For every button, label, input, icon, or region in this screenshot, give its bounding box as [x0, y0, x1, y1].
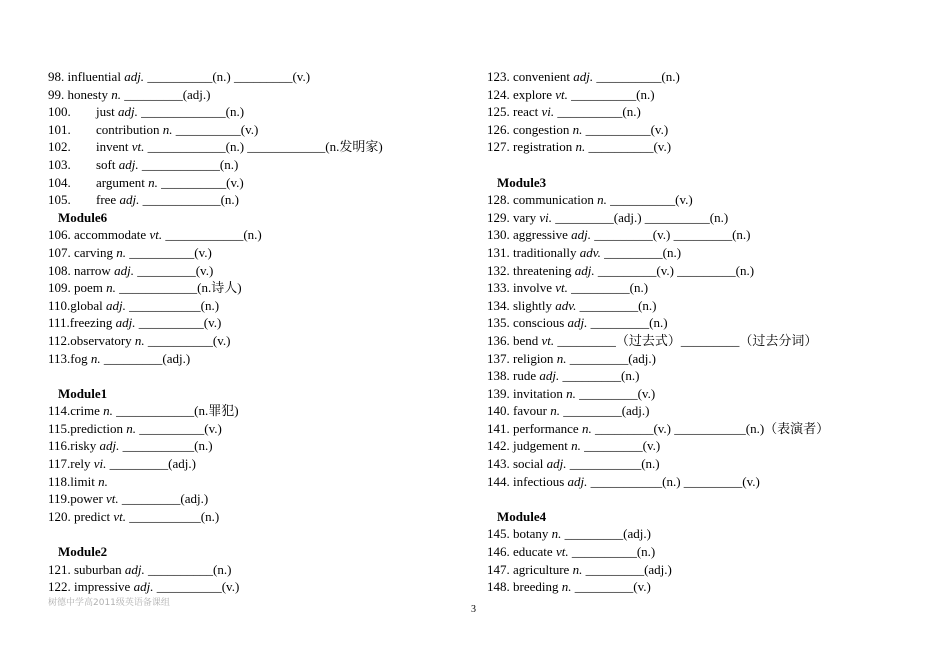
vocab-entry	[487, 121, 907, 139]
entry-number: 118.	[48, 473, 71, 489]
fill-in-blanks: _________(v.)	[579, 385, 656, 401]
entry-number: 140.	[487, 403, 510, 419]
entry-number: 124.	[487, 86, 510, 102]
entry-number: 108.	[48, 262, 71, 278]
entry-number: 134.	[487, 297, 510, 313]
entry-word: judgement	[513, 438, 568, 454]
entry-number: 144.	[487, 473, 510, 489]
entry-number: 135.	[487, 315, 510, 331]
fill-in-blanks: ___________(n.)	[129, 508, 220, 524]
entry-word: invent	[96, 139, 129, 155]
entry-word: explore	[513, 86, 552, 102]
part-of-speech: adj.	[106, 297, 126, 313]
part-of-speech: adv.	[579, 244, 601, 260]
part-of-speech: n.	[116, 244, 126, 260]
fill-in-blanks: _________(v.)	[137, 262, 214, 278]
vocab-entry	[48, 262, 448, 280]
vocab-entry	[487, 209, 907, 227]
fill-in-blanks: __________(v.)	[610, 192, 693, 208]
entry-word: educate	[513, 544, 553, 560]
blank-line	[48, 525, 448, 543]
part-of-speech: n.	[148, 174, 158, 190]
entry-number: 132.	[487, 262, 510, 278]
part-of-speech: vt.	[555, 86, 568, 102]
entry-word: communication	[513, 192, 594, 208]
part-of-speech: n.	[572, 121, 583, 137]
part-of-speech: vi.	[541, 104, 555, 120]
footer-note: 树德中学高2011级英语备课组	[48, 598, 170, 608]
vocab-entry	[48, 297, 448, 315]
part-of-speech: adv.	[555, 297, 577, 313]
entry-word: react	[513, 104, 539, 120]
entry-number: 100.	[48, 104, 71, 120]
entry-number: 103.	[48, 156, 71, 172]
entry-word: predict	[74, 508, 111, 524]
vocab-entry	[487, 437, 907, 455]
entry-number: 115.	[48, 420, 71, 436]
part-of-speech: adj.	[133, 579, 154, 595]
part-of-speech: n.	[566, 385, 576, 401]
part-of-speech: adj.	[567, 315, 588, 331]
fill-in-blanks: ___________(n.) _________(v.)	[590, 473, 760, 489]
fill-in-blanks: _________(adj.)	[585, 561, 672, 577]
entry-number: 126.	[487, 121, 510, 137]
entry-number: 99.	[48, 86, 65, 102]
vocab-entry	[487, 68, 907, 86]
entry-number: 105.	[48, 192, 71, 208]
part-of-speech: adj.	[118, 104, 138, 120]
part-of-speech: adj.	[115, 315, 136, 331]
vocab-entry	[487, 297, 907, 315]
entry-word: infectious	[513, 473, 565, 489]
entry-word: limit	[70, 473, 95, 489]
entry-number: 138.	[487, 368, 510, 384]
vocab-entry	[48, 121, 448, 139]
vocab-entry	[487, 86, 907, 104]
part-of-speech: vt.	[555, 280, 568, 296]
fill-in-blanks: _________(adj.)	[103, 350, 191, 366]
part-of-speech: vi.	[93, 456, 107, 472]
fill-in-blanks: _________(adj.) __________(n.)	[555, 209, 729, 225]
fill-in-blanks: _________(n.)	[590, 315, 668, 331]
vocab-entry	[48, 226, 448, 244]
vocab-entry	[487, 543, 907, 561]
entry-number: 119.	[48, 491, 71, 507]
part-of-speech: adj.	[573, 69, 594, 84]
fill-in-blanks: __________(n.)	[148, 561, 232, 577]
fill-in-blanks: __________(v.)	[588, 139, 672, 155]
fill-in-blanks: _________(adj.)	[569, 350, 656, 366]
part-of-speech: vt.	[113, 508, 126, 524]
entry-number: 129.	[487, 209, 510, 225]
vocab-entry	[48, 455, 448, 473]
vocab-entry	[487, 138, 907, 156]
fill-in-blanks: __________(n.)	[571, 86, 655, 102]
fill-in-blanks: _________(n.)	[571, 280, 649, 296]
entry-word: vary	[513, 209, 537, 225]
vocab-entry	[487, 367, 907, 385]
module-heading: Module1	[58, 385, 108, 401]
part-of-speech: n.	[581, 420, 592, 436]
part-of-speech: adj.	[119, 192, 140, 208]
entry-word: convenient	[513, 69, 571, 84]
fill-in-blanks: _________(adj.)	[564, 526, 651, 542]
vocab-entry	[487, 578, 907, 596]
vocab-entry	[487, 473, 907, 491]
part-of-speech: adj.	[546, 456, 567, 472]
entry-word: religion	[513, 350, 554, 366]
entry-word: conscious	[513, 315, 565, 331]
entry-word: rely	[70, 456, 91, 472]
entry-word: global	[70, 297, 103, 313]
vocab-entry	[487, 103, 907, 121]
entry-word: suburban	[74, 561, 122, 577]
vocab-entry	[487, 279, 907, 297]
vocab-entry	[487, 402, 907, 420]
entry-number: 112.	[48, 332, 71, 348]
part-of-speech: n.	[561, 579, 572, 595]
part-of-speech: n.	[106, 280, 116, 296]
vocab-entry	[48, 578, 448, 596]
part-of-speech: n.	[134, 332, 145, 348]
entry-word: contribution	[96, 121, 160, 137]
entry-word: agriculture	[513, 561, 570, 577]
fill-in-blanks: _________（过去式）_________（过去分词）	[557, 332, 818, 348]
vocab-entry	[487, 262, 907, 280]
vocab-entry	[487, 332, 907, 350]
entry-word: observatory	[70, 332, 132, 348]
entry-number: 109.	[48, 280, 71, 296]
entry-word: invitation	[513, 385, 563, 401]
entry-word: argument	[96, 174, 145, 190]
entry-word: prediction	[70, 420, 123, 436]
entry-number: 147.	[487, 561, 510, 577]
vocab-entry	[48, 437, 448, 455]
vocab-entry	[48, 103, 448, 121]
part-of-speech: n.	[551, 526, 562, 542]
module-heading: Module2	[58, 544, 108, 560]
fill-in-blanks: ____________(n.)	[141, 156, 239, 172]
entry-word: social	[513, 456, 544, 472]
entry-number: 136.	[487, 332, 510, 348]
blank-line	[487, 156, 907, 174]
fill-in-blanks: ___________(n.)	[122, 438, 213, 454]
vocab-entry	[487, 226, 907, 244]
vocab-entry	[487, 525, 907, 543]
fill-in-blanks: ____________(n.诗人)	[119, 280, 242, 296]
vocab-entry	[48, 174, 448, 192]
entry-word: involve	[513, 280, 552, 296]
entry-word: poem	[74, 280, 103, 296]
entry-word: breeding	[513, 579, 559, 595]
entry-number: 113.	[48, 350, 71, 366]
entry-number: 120.	[48, 508, 71, 524]
vocab-entry	[48, 508, 448, 526]
fill-in-blanks: __________(n.) _________(v.)	[147, 69, 311, 84]
vocab-entry	[487, 385, 907, 403]
entry-number: 117.	[48, 456, 71, 472]
part-of-speech: adj.	[567, 473, 588, 489]
vocab-entry	[487, 350, 907, 368]
vocab-entry	[48, 156, 448, 174]
entry-word: favour	[513, 403, 547, 419]
vocab-entry	[48, 86, 448, 104]
vocab-entry	[487, 420, 907, 438]
vocab-entry	[48, 420, 448, 438]
entry-number: 110.	[48, 297, 71, 313]
part-of-speech: vi.	[539, 209, 552, 225]
fill-in-blanks: _________(v.)	[574, 579, 651, 595]
blank-line	[487, 490, 907, 508]
entry-number: 104.	[48, 174, 71, 190]
entry-word: freezing	[69, 315, 113, 331]
entry-word: influential	[67, 69, 121, 84]
fill-in-blanks: _________(v.) ___________(n.)（表演者）	[594, 420, 830, 436]
part-of-speech: vt.	[131, 139, 145, 155]
vocab-entry	[487, 191, 907, 209]
vocab-entry	[48, 68, 448, 86]
entry-number: 125.	[487, 104, 510, 120]
part-of-speech: vt.	[106, 491, 119, 507]
part-of-speech: adj.	[574, 262, 595, 278]
entry-number: 106.	[48, 227, 71, 243]
fill-in-blanks: __________(v.)	[129, 244, 212, 260]
vocab-entry	[48, 191, 448, 209]
vocab-entry	[48, 332, 448, 350]
entry-word: traditionally	[513, 244, 577, 260]
part-of-speech: vt.	[149, 227, 163, 243]
vocab-entry	[487, 314, 907, 332]
fill-in-blanks: _________(adj.)	[563, 403, 650, 419]
entry-word: threatening	[513, 262, 572, 278]
entry-word: bend	[513, 332, 539, 348]
entry-word: crime	[70, 403, 100, 419]
entry-word: impressive	[74, 579, 131, 595]
entry-number: 146.	[487, 544, 510, 560]
entry-number: 98.	[48, 69, 65, 84]
entry-number: 127.	[487, 139, 510, 155]
fill-in-blanks: __________(v.)	[139, 420, 222, 436]
left-column	[48, 68, 448, 596]
entry-number: 131.	[487, 244, 510, 260]
vocab-entry	[48, 561, 448, 579]
entry-number: 143.	[487, 456, 510, 472]
part-of-speech: n.	[111, 86, 121, 102]
entry-word: aggressive	[513, 227, 568, 243]
vocab-entry	[48, 279, 448, 297]
fill-in-blanks: __________(v.)	[138, 315, 222, 331]
entry-number: 101.	[48, 121, 71, 137]
entry-word: honesty	[67, 86, 108, 102]
right-column	[487, 68, 907, 596]
fill-in-blanks: __________(v.)	[161, 174, 244, 190]
entry-number: 145.	[487, 526, 510, 542]
entry-number: 121.	[48, 561, 71, 577]
entry-number: 111.	[48, 315, 70, 331]
entry-number: 114.	[48, 403, 71, 419]
entry-word: accommodate	[74, 227, 147, 243]
fill-in-blanks: _________(n.)	[604, 244, 682, 260]
part-of-speech: adj.	[118, 156, 139, 172]
fill-in-blanks: _____________(n.)	[141, 104, 245, 120]
fill-in-blanks: ____________(n.罪犯)	[116, 403, 239, 419]
fill-in-blanks: _________(adj.)	[121, 491, 209, 507]
vocab-entry	[48, 138, 448, 156]
fill-in-blanks: __________(v.)	[156, 579, 240, 595]
fill-in-blanks: __________(v.)	[585, 121, 669, 137]
fill-in-blanks: __________(n.)	[571, 544, 656, 560]
fill-in-blanks: ____________(n.)	[142, 192, 239, 208]
fill-in-blanks: ____________(n.)	[165, 227, 262, 243]
entry-number: 141.	[487, 420, 510, 436]
module-heading: Module6	[58, 209, 108, 225]
entry-word: congestion	[513, 121, 570, 137]
entry-number: 142.	[487, 438, 510, 454]
part-of-speech: n.	[162, 121, 173, 137]
entry-word: narrow	[74, 262, 111, 278]
fill-in-blanks: _________(v.) _________(n.)	[597, 262, 755, 278]
entry-word: fog	[70, 350, 88, 366]
part-of-speech: adj.	[539, 368, 560, 384]
entry-number: 137.	[487, 350, 510, 366]
fill-in-blanks: _________(adj.)	[124, 86, 211, 102]
part-of-speech: n.	[597, 192, 607, 208]
entry-word: risky	[70, 438, 97, 454]
fill-in-blanks: ____________(n.) ____________(n.发明家)	[147, 139, 383, 155]
fill-in-blanks: _________(v.)	[584, 438, 661, 454]
part-of-speech: vt.	[541, 332, 555, 348]
vocab-entry	[487, 455, 907, 473]
part-of-speech: adj.	[124, 69, 145, 84]
part-of-speech: vt.	[555, 544, 569, 560]
part-of-speech: adj.	[124, 561, 145, 577]
entry-number: 148.	[487, 579, 510, 595]
vocab-entry	[48, 490, 448, 508]
entry-word: free	[96, 192, 117, 208]
entry-number: 130.	[487, 227, 510, 243]
part-of-speech: n.	[575, 139, 586, 155]
entry-word: registration	[513, 139, 573, 155]
vocab-entry	[48, 314, 448, 332]
fill-in-blanks: __________(v.)	[147, 332, 231, 348]
fill-in-blanks: ___________(n.)	[129, 297, 220, 313]
part-of-speech: adj.	[114, 262, 134, 278]
entry-word: slightly	[513, 297, 553, 313]
entry-number: 128.	[487, 192, 510, 208]
entry-word: rude	[513, 368, 537, 384]
page-number: 3	[471, 604, 476, 615]
part-of-speech: adj.	[571, 227, 591, 243]
module-heading: Module4	[497, 508, 547, 524]
entry-word: just	[96, 104, 115, 120]
part-of-speech: n.	[556, 350, 567, 366]
part-of-speech: adj.	[99, 438, 120, 454]
vocab-entry	[48, 473, 448, 491]
part-of-speech: n.	[571, 438, 581, 454]
vocab-entry	[487, 244, 907, 262]
entry-number: 116.	[48, 438, 71, 454]
entry-number: 123.	[487, 69, 510, 84]
fill-in-blanks: __________(n.)	[557, 104, 641, 120]
fill-in-blanks: __________(n.)	[596, 69, 680, 84]
entry-number: 133.	[487, 280, 510, 296]
entry-word: carving	[74, 244, 113, 260]
fill-in-blanks: _________(n.)	[579, 297, 657, 313]
entry-number: 107.	[48, 244, 71, 260]
blank-line	[48, 367, 448, 385]
fill-in-blanks: __________(v.)	[175, 121, 259, 137]
part-of-speech: n.	[90, 350, 101, 366]
part-of-speech: n.	[98, 473, 108, 489]
entry-number: 102.	[48, 139, 71, 155]
fill-in-blanks: _________(n.)	[562, 368, 640, 384]
entry-number: 122.	[48, 579, 71, 595]
entry-number: 139.	[487, 385, 510, 401]
part-of-speech: n.	[103, 403, 113, 419]
entry-word: power	[70, 491, 103, 507]
part-of-speech: n.	[572, 561, 583, 577]
fill-in-blanks: ___________(n.)	[569, 456, 660, 472]
entry-word: botany	[513, 526, 549, 542]
part-of-speech: n.	[126, 420, 136, 436]
part-of-speech: n.	[550, 403, 560, 419]
entry-word: soft	[96, 156, 116, 172]
vocab-entry	[48, 402, 448, 420]
fill-in-blanks: _________(v.) _________(n.)	[594, 227, 751, 243]
vocab-entry	[48, 244, 448, 262]
fill-in-blanks: _________(adj.)	[109, 456, 196, 472]
entry-word: performance	[513, 420, 579, 436]
module-heading: Module3	[497, 174, 547, 190]
vocab-entry	[48, 350, 448, 368]
vocab-entry	[487, 561, 907, 579]
